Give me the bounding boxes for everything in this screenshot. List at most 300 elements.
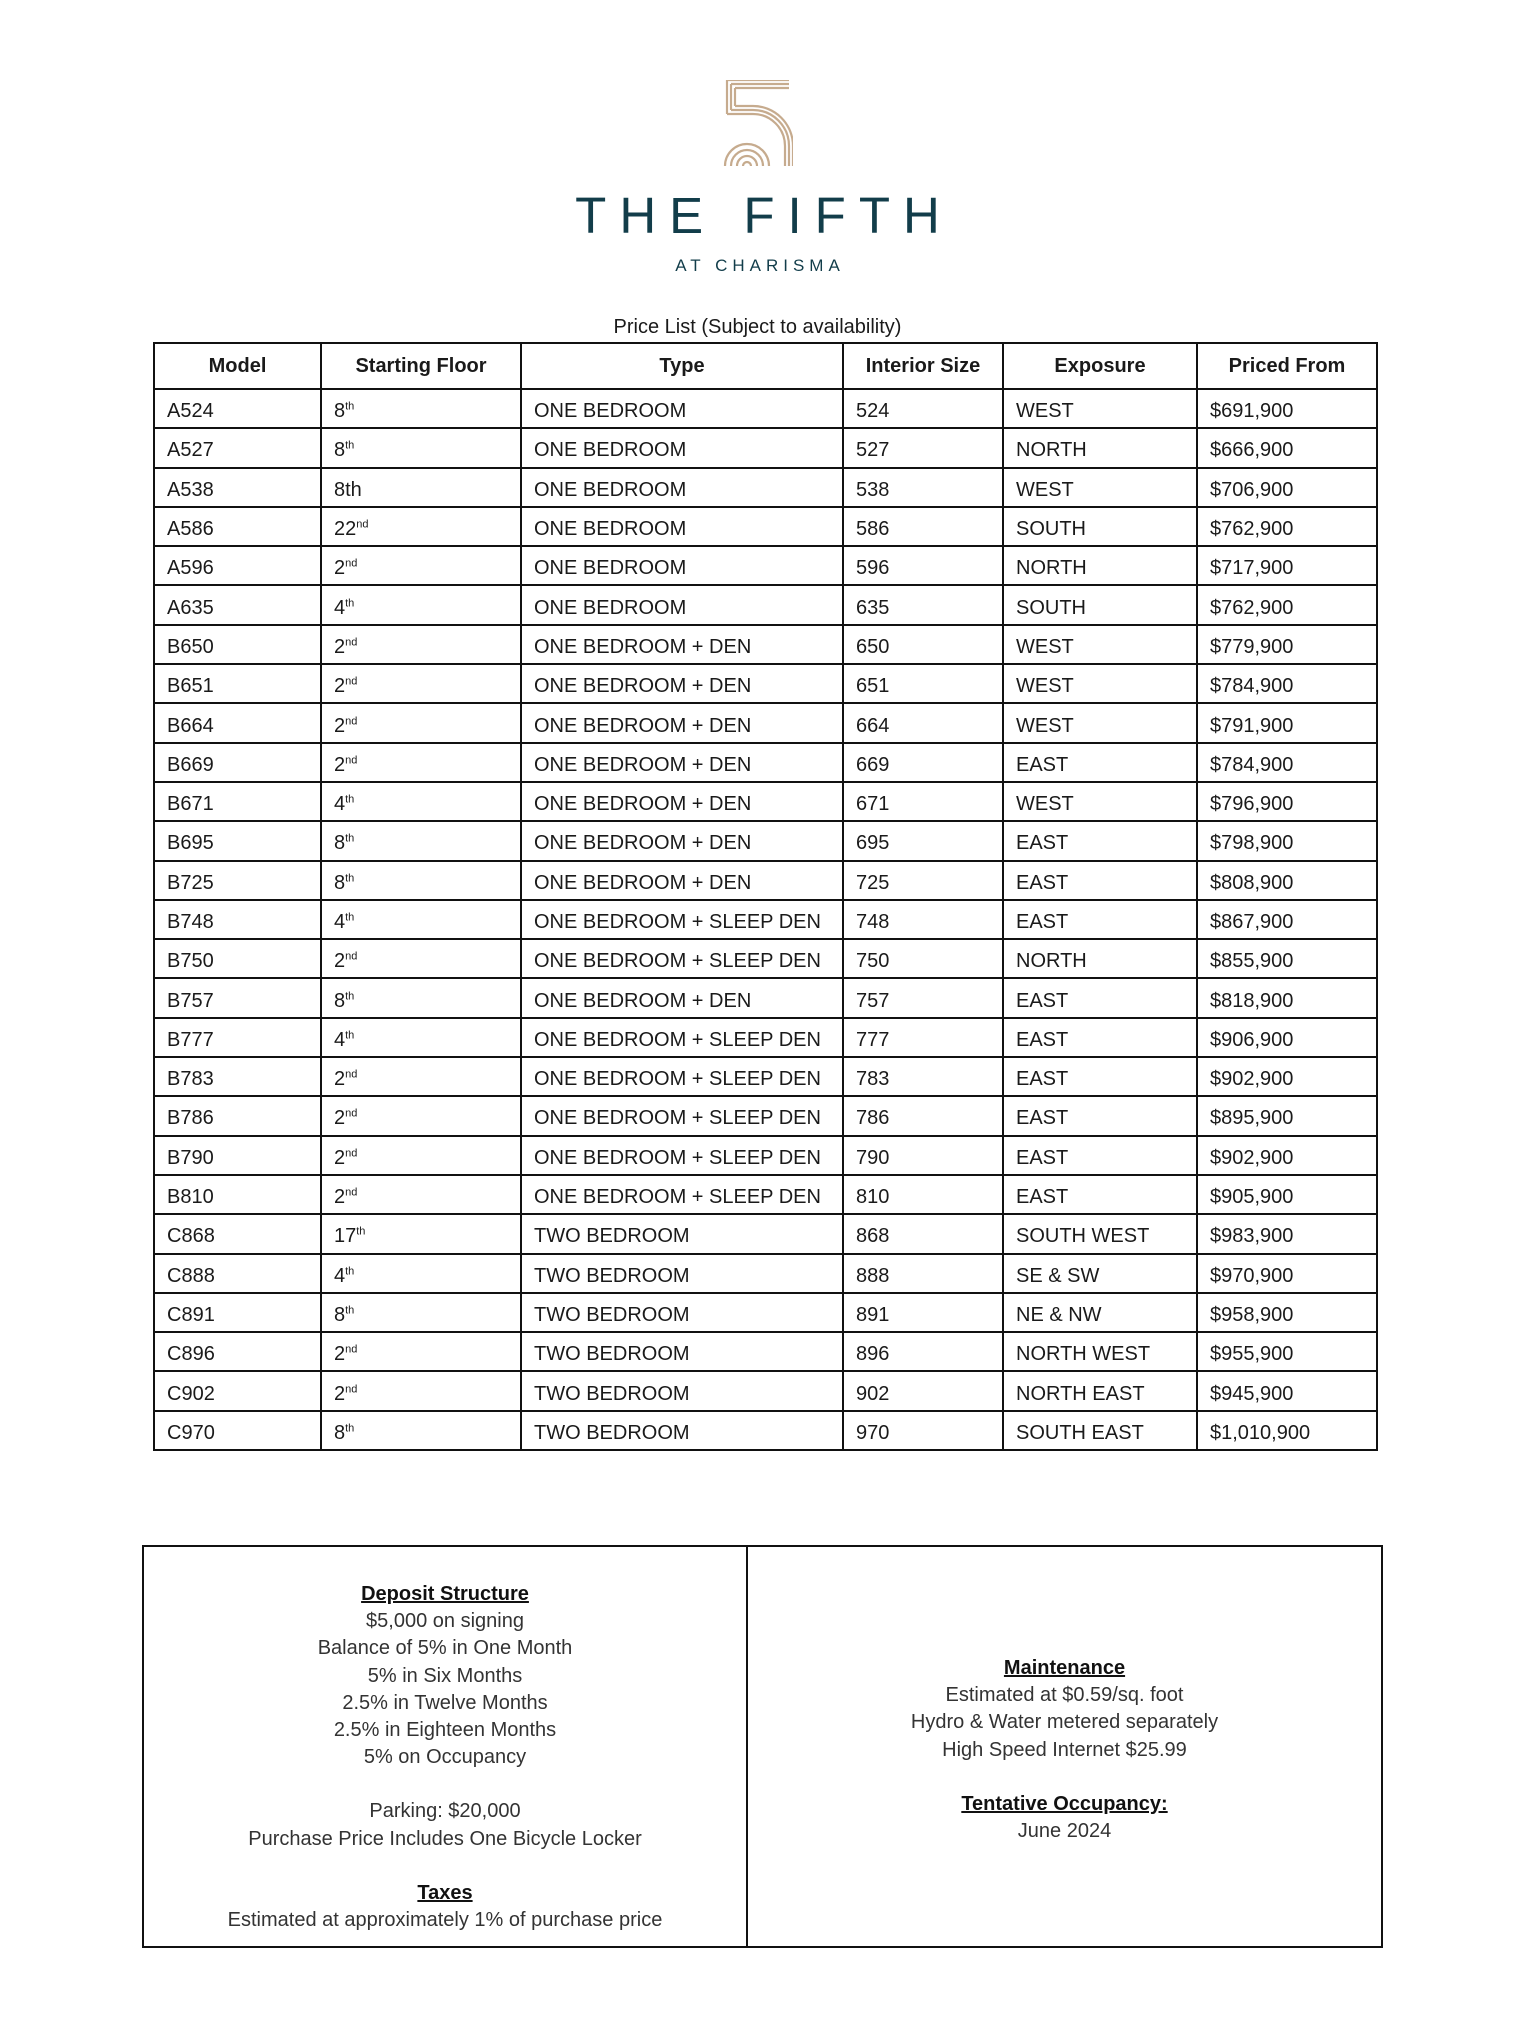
model-cell	[154, 625, 321, 664]
exposure-cell	[1003, 585, 1197, 624]
starting-floor-cell	[321, 1214, 521, 1253]
price-cell-value: $867,900	[1210, 911, 1294, 933]
starting-floor-cell-value: 2	[334, 1146, 346, 1169]
price-cell-value: $784,900	[1210, 753, 1294, 776]
floor-ordinal-suffix: th	[345, 1304, 355, 1317]
table-row	[154, 1411, 1377, 1450]
type-cell	[521, 664, 843, 703]
exposure-cell	[1003, 743, 1197, 782]
table-row	[154, 1293, 1377, 1332]
model-cell-value: C891	[167, 1303, 215, 1326]
floor-ordinal-suffix: th	[345, 1029, 355, 1042]
table-row	[154, 1371, 1377, 1410]
interior-size-cell-value: 783	[856, 1068, 890, 1091]
floor-ordinal-suffix: th	[345, 400, 355, 413]
starting-floor-cell	[321, 703, 521, 742]
interior-size-cell	[843, 1214, 1003, 1253]
starting-floor-cell-value: 4	[334, 793, 346, 816]
floor-ordinal-suffix: th	[345, 989, 355, 1002]
header-model: Model	[154, 343, 321, 389]
model-cell-value: B725	[167, 871, 214, 894]
type-cell	[521, 782, 843, 821]
table-row	[154, 585, 1377, 624]
starting-floor-cell	[321, 546, 521, 585]
deposit-line: 5% on Occupancy	[363, 1746, 527, 1769]
interior-size-cell	[843, 1136, 1003, 1175]
table-row	[154, 1057, 1377, 1096]
model-cell-value: B786	[167, 1107, 214, 1130]
model-cell-value: C888	[167, 1264, 215, 1287]
type-cell-value: TWO BEDROOM	[534, 1382, 690, 1405]
type-cell	[521, 1057, 843, 1096]
type-cell-value: TWO BEDROOM	[534, 1303, 690, 1326]
exposure-cell	[1003, 1332, 1197, 1371]
floor-ordinal-suffix: th	[356, 1225, 366, 1238]
interior-size-cell-value: 896	[856, 1343, 890, 1366]
interior-size-cell-value: 650	[856, 635, 890, 658]
exposure-cell	[1003, 1018, 1197, 1057]
price-cell-value: $762,900	[1210, 518, 1294, 541]
floor-ordinal-suffix: nd	[345, 675, 358, 688]
price-cell-value: $691,900	[1210, 400, 1294, 423]
interior-size-cell	[843, 585, 1003, 624]
interior-size-cell-value: 695	[856, 832, 890, 855]
interior-size-cell-value: 635	[856, 596, 890, 619]
starting-floor-cell	[321, 1018, 521, 1057]
type-cell-value: ONE BEDROOM + DEN	[534, 714, 752, 737]
interior-size-cell	[843, 468, 1003, 507]
interior-size-cell	[843, 1371, 1003, 1410]
interior-size-cell-value: 586	[856, 518, 890, 541]
type-cell-value: ONE BEDROOM + SLEEP DEN	[534, 1186, 821, 1209]
type-cell	[521, 585, 843, 624]
floor-ordinal-suffix: th	[345, 596, 355, 609]
price-cell	[1197, 1332, 1377, 1371]
price-cell	[1197, 1175, 1377, 1214]
starting-floor-cell	[321, 939, 521, 978]
price-cell-value: $791,900	[1210, 714, 1294, 737]
starting-floor-cell-value: 8	[334, 989, 346, 1012]
floor-ordinal-suffix: th	[345, 793, 355, 806]
model-cell	[154, 1371, 321, 1410]
price-cell-value: $666,900	[1210, 439, 1294, 462]
table-row	[154, 1332, 1377, 1371]
floor-ordinal-suffix: th	[345, 832, 355, 845]
price-cell-value: $784,900	[1210, 675, 1294, 698]
interior-size-cell	[843, 782, 1003, 821]
starting-floor-cell-value: 2	[334, 675, 346, 698]
interior-size-cell-value: 810	[856, 1186, 890, 1209]
starting-floor-cell-value: 4	[334, 911, 346, 933]
price-cell-value: $945,900	[1210, 1382, 1294, 1405]
table-row	[154, 861, 1377, 900]
starting-floor-cell	[321, 1057, 521, 1096]
interior-size-cell	[843, 1411, 1003, 1450]
header-exposure: Exposure	[1003, 343, 1197, 389]
price-cell-value: $762,900	[1210, 596, 1294, 619]
model-cell	[154, 1136, 321, 1175]
interior-size-cell	[843, 625, 1003, 664]
price-cell-value: $955,900	[1210, 1343, 1294, 1366]
table-row	[154, 428, 1377, 467]
price-cell-value: $717,900	[1210, 557, 1294, 580]
model-cell	[154, 861, 321, 900]
interior-size-cell-value: 669	[856, 753, 890, 776]
type-cell	[521, 978, 843, 1017]
exposure-cell-value: NORTH WEST	[1016, 1343, 1151, 1366]
interior-size-cell-value: 750	[856, 950, 890, 973]
price-cell	[1197, 1057, 1377, 1096]
type-cell	[521, 1175, 843, 1214]
interior-size-cell	[843, 1332, 1003, 1371]
header-priced-from: Priced From	[1197, 343, 1377, 389]
table-row	[154, 782, 1377, 821]
exposure-cell	[1003, 1175, 1197, 1214]
table-row	[154, 939, 1377, 978]
price-cell-value: $983,900	[1210, 1225, 1294, 1248]
model-cell-value: C970	[167, 1421, 215, 1444]
interior-size-cell-value: 970	[856, 1421, 890, 1444]
type-cell	[521, 1136, 843, 1175]
interior-size-cell	[843, 507, 1003, 546]
table-row	[154, 1214, 1377, 1253]
exposure-cell	[1003, 507, 1197, 546]
starting-floor-cell-value: 8	[334, 439, 346, 462]
exposure-cell	[1003, 861, 1197, 900]
model-cell	[154, 900, 321, 939]
interior-size-cell	[843, 1293, 1003, 1332]
interior-size-cell-value: 777	[856, 1028, 890, 1051]
price-cell-value: $706,900	[1210, 478, 1294, 501]
type-cell-value: ONE BEDROOM + DEN	[534, 871, 752, 894]
type-cell	[521, 546, 843, 585]
exposure-cell	[1003, 1293, 1197, 1332]
starting-floor-cell	[321, 468, 521, 507]
starting-floor-cell	[321, 861, 521, 900]
starting-floor-cell-value: 2	[334, 1068, 346, 1091]
price-cell	[1197, 1411, 1377, 1450]
price-cell	[1197, 428, 1377, 467]
interior-size-cell-value: 757	[856, 989, 890, 1012]
model-cell-value: A586	[167, 518, 214, 541]
model-cell-value: C868	[167, 1225, 215, 1248]
table-row	[154, 546, 1377, 585]
table-row	[154, 468, 1377, 507]
exposure-cell-value: EAST	[1016, 1186, 1069, 1209]
exposure-cell	[1003, 1096, 1197, 1135]
starting-floor-cell	[321, 1371, 521, 1410]
interior-size-cell-value: 891	[856, 1303, 890, 1326]
price-cell	[1197, 585, 1377, 624]
type-cell	[521, 1018, 843, 1057]
interior-size-cell	[843, 1175, 1003, 1214]
model-cell	[154, 389, 321, 428]
type-cell	[521, 1371, 843, 1410]
price-cell	[1197, 1214, 1377, 1253]
interior-size-cell-value: 538	[856, 478, 890, 501]
interior-size-cell-value: 902	[856, 1382, 890, 1405]
model-cell	[154, 1254, 321, 1293]
exposure-cell-value: WEST	[1016, 714, 1074, 737]
table-row	[154, 664, 1377, 703]
type-cell	[521, 861, 843, 900]
floor-ordinal-suffix: nd	[345, 1382, 358, 1395]
exposure-cell	[1003, 1411, 1197, 1450]
price-cell	[1197, 389, 1377, 428]
type-cell-value: ONE BEDROOM + DEN	[534, 635, 752, 658]
interior-size-cell	[843, 821, 1003, 860]
deposit-line: Balance of 5% in One Month	[317, 1637, 573, 1660]
model-cell-value: B664	[167, 714, 214, 737]
model-cell-value: A635	[167, 596, 214, 619]
exposure-cell-value: WEST	[1016, 400, 1074, 423]
starting-floor-cell	[321, 507, 521, 546]
price-cell	[1197, 546, 1377, 585]
interior-size-cell-value: 651	[856, 675, 890, 698]
floor-ordinal-suffix: th	[345, 439, 355, 452]
starting-floor-cell-value: 8	[334, 832, 346, 855]
type-cell	[521, 1214, 843, 1253]
starting-floor-cell	[321, 900, 521, 939]
table-row	[154, 743, 1377, 782]
model-cell-value: B810	[167, 1186, 214, 1209]
type-cell-value: ONE BEDROOM	[534, 478, 687, 501]
floor-ordinal-suffix: th	[345, 1422, 355, 1435]
starting-floor-cell-value: 8th	[334, 478, 362, 501]
spacer	[144, 1853, 746, 1880]
occupancy-heading: Tentative Occupancy:	[961, 1792, 1168, 1815]
exposure-cell-value: NORTH	[1016, 439, 1087, 462]
exposure-cell-value: SOUTH WEST	[1016, 1225, 1150, 1248]
price-cell-value: $808,900	[1210, 871, 1294, 894]
model-cell-value: B777	[167, 1028, 214, 1051]
starting-floor-cell	[321, 389, 521, 428]
floor-ordinal-suffix: nd	[345, 636, 358, 649]
price-cell-value: $818,900	[1210, 989, 1294, 1012]
starting-floor-cell	[321, 664, 521, 703]
model-cell-value: C896	[167, 1343, 215, 1366]
model-cell-value: B669	[167, 753, 214, 776]
starting-floor-cell-value: 8	[334, 1421, 346, 1444]
exposure-cell	[1003, 1254, 1197, 1293]
price-cell	[1197, 1371, 1377, 1410]
interior-size-cell	[843, 939, 1003, 978]
table-row	[154, 507, 1377, 546]
starting-floor-cell-value: 2	[334, 1343, 346, 1366]
type-cell	[521, 1332, 843, 1371]
interior-size-cell-value: 868	[856, 1225, 890, 1248]
model-cell	[154, 664, 321, 703]
exposure-cell	[1003, 1371, 1197, 1410]
type-cell-value: TWO BEDROOM	[534, 1225, 690, 1248]
price-cell-value: $1,010,900	[1210, 1421, 1311, 1444]
model-cell-value: B750	[167, 950, 214, 973]
table-row	[154, 389, 1377, 428]
model-cell	[154, 546, 321, 585]
starting-floor-cell-value: 17	[334, 1225, 357, 1248]
floor-ordinal-suffix: th	[345, 911, 355, 924]
price-cell	[1197, 1254, 1377, 1293]
exposure-cell-value: NE & NW	[1016, 1303, 1102, 1326]
starting-floor-cell	[321, 978, 521, 1017]
floor-ordinal-suffix: nd	[345, 1068, 358, 1081]
exposure-cell-value: EAST	[1016, 871, 1069, 894]
model-cell	[154, 782, 321, 821]
type-cell	[521, 1096, 843, 1135]
price-cell	[1197, 664, 1377, 703]
table-row	[154, 978, 1377, 1017]
interior-size-cell-value: 725	[856, 871, 890, 894]
maintenance-line: Estimated at $0.59/sq. foot	[945, 1684, 1184, 1707]
interior-size-cell-value: 748	[856, 911, 890, 933]
model-cell-value: B790	[167, 1146, 214, 1169]
price-cell-value: $902,900	[1210, 1146, 1294, 1169]
type-cell-value: ONE BEDROOM	[534, 518, 687, 541]
exposure-cell	[1003, 664, 1197, 703]
starting-floor-cell	[321, 1293, 521, 1332]
brand-subtitle: AT CHARISMA	[675, 256, 845, 275]
starting-floor-cell-value: 4	[334, 596, 346, 619]
deposit-line: 5% in Six Months	[367, 1664, 523, 1687]
price-cell-value: $902,900	[1210, 1068, 1294, 1091]
price-table-body	[154, 389, 1377, 1450]
price-cell-value: $905,900	[1210, 1186, 1294, 1209]
exposure-cell	[1003, 900, 1197, 939]
bicycle-locker-text: Purchase Price Includes One Bicycle Locker	[248, 1827, 642, 1850]
maintenance-line: High Speed Internet $25.99	[942, 1738, 1187, 1761]
model-cell-value: B651	[167, 675, 214, 698]
table-row	[154, 900, 1377, 939]
price-cell-value: $895,900	[1210, 1107, 1294, 1130]
interior-size-cell-value: 524	[856, 400, 890, 423]
brand-logo	[0, 80, 1515, 274]
type-cell	[521, 1293, 843, 1332]
model-cell-value: A538	[167, 478, 214, 501]
exposure-cell-value: SE & SW	[1016, 1264, 1100, 1287]
table-caption: Price List (Subject to availability)	[613, 316, 902, 338]
deposit-panel	[144, 1547, 748, 1946]
interior-size-cell	[843, 900, 1003, 939]
exposure-cell-value: EAST	[1016, 911, 1069, 933]
model-cell-value: A524	[167, 400, 214, 423]
price-cell	[1197, 1096, 1377, 1135]
interior-size-cell-value: 527	[856, 439, 890, 462]
model-cell	[154, 468, 321, 507]
exposure-cell	[1003, 389, 1197, 428]
model-cell	[154, 1214, 321, 1253]
price-cell	[1197, 625, 1377, 664]
exposure-cell	[1003, 703, 1197, 742]
table-row	[154, 821, 1377, 860]
type-cell	[521, 939, 843, 978]
header-interior-size: Interior Size	[843, 343, 1003, 389]
interior-size-cell	[843, 546, 1003, 585]
model-cell	[154, 703, 321, 742]
starting-floor-cell-value: 8	[334, 400, 346, 423]
exposure-cell-value: WEST	[1016, 478, 1074, 501]
type-cell-value: ONE BEDROOM + DEN	[534, 793, 752, 816]
starting-floor-cell	[321, 428, 521, 467]
price-cell	[1197, 703, 1377, 742]
price-cell	[1197, 743, 1377, 782]
spacer	[144, 1771, 746, 1798]
price-cell	[1197, 468, 1377, 507]
interior-size-cell	[843, 861, 1003, 900]
floor-ordinal-suffix: nd	[345, 714, 358, 727]
interior-size-cell-value: 596	[856, 557, 890, 580]
type-cell	[521, 507, 843, 546]
taxes-text: Estimated at approximately 1% of purchase price	[227, 1909, 663, 1932]
type-cell-value: TWO BEDROOM	[534, 1343, 690, 1366]
type-cell-value: ONE BEDROOM + DEN	[534, 675, 752, 698]
model-cell-value: A527	[167, 439, 214, 462]
type-cell-value: TWO BEDROOM	[534, 1264, 690, 1287]
type-cell-value: ONE BEDROOM + SLEEP DEN	[534, 1107, 821, 1130]
price-cell	[1197, 978, 1377, 1017]
type-cell-value: ONE BEDROOM	[534, 400, 687, 423]
starting-floor-cell	[321, 1254, 521, 1293]
price-cell	[1197, 507, 1377, 546]
interior-size-cell-value: 790	[856, 1146, 890, 1169]
exposure-cell-value: WEST	[1016, 793, 1074, 816]
exposure-cell-value: SOUTH EAST	[1016, 1421, 1144, 1444]
model-cell-value: B757	[167, 989, 214, 1012]
price-cell	[1197, 900, 1377, 939]
exposure-cell	[1003, 468, 1197, 507]
floor-ordinal-suffix: nd	[345, 950, 358, 963]
price-cell	[1197, 861, 1377, 900]
interior-size-cell-value: 664	[856, 714, 890, 737]
table-header-row	[154, 343, 1377, 389]
parking-text: Parking: $20,000	[369, 1800, 521, 1823]
type-cell-value: ONE BEDROOM	[534, 596, 687, 619]
exposure-cell	[1003, 1214, 1197, 1253]
header-starting-floor: Starting Floor	[321, 343, 521, 389]
table-row	[154, 1254, 1377, 1293]
interior-size-cell	[843, 1254, 1003, 1293]
model-cell	[154, 1057, 321, 1096]
floor-ordinal-suffix: nd	[356, 518, 369, 531]
starting-floor-cell-value: 8	[334, 871, 346, 894]
type-cell-value: TWO BEDROOM	[534, 1421, 690, 1444]
info-box	[142, 1545, 1383, 1948]
type-cell	[521, 703, 843, 742]
exposure-cell-value: SOUTH	[1016, 596, 1086, 619]
model-cell	[154, 1411, 321, 1450]
model-cell	[154, 1332, 321, 1371]
spacer	[748, 1764, 1381, 1791]
exposure-cell-value: WEST	[1016, 635, 1074, 658]
type-cell	[521, 1254, 843, 1293]
model-cell-value: C902	[167, 1382, 215, 1405]
price-cell	[1197, 1136, 1377, 1175]
model-cell-value: B748	[167, 911, 214, 933]
model-cell	[154, 1018, 321, 1057]
type-cell-value: ONE BEDROOM + DEN	[534, 989, 752, 1012]
exposure-cell-value: SOUTH	[1016, 518, 1086, 541]
exposure-cell-value: EAST	[1016, 989, 1069, 1012]
exposure-cell	[1003, 625, 1197, 664]
type-cell-value: ONE BEDROOM + SLEEP DEN	[534, 911, 821, 933]
interior-size-cell-value: 888	[856, 1264, 890, 1287]
table-row	[154, 625, 1377, 664]
deposit-line: 2.5% in Eighteen Months	[333, 1719, 557, 1742]
model-cell	[154, 1293, 321, 1332]
price-cell	[1197, 1293, 1377, 1332]
type-cell-value: ONE BEDROOM + SLEEP DEN	[534, 1068, 821, 1091]
exposure-cell-value: NORTH	[1016, 950, 1087, 973]
exposure-cell-value: EAST	[1016, 832, 1069, 855]
